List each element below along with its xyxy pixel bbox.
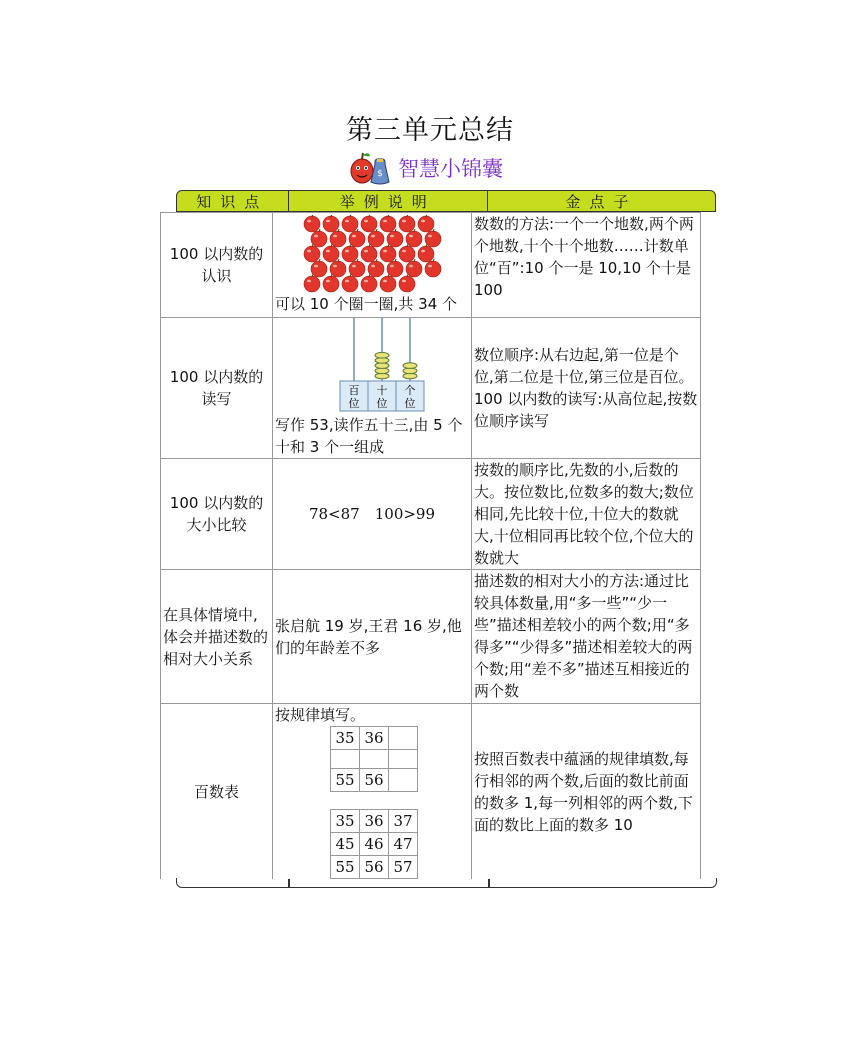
table-row — [161, 704, 701, 880]
table-row — [161, 213, 701, 318]
summary-table — [160, 212, 701, 879]
grid-cell: 47 — [389, 833, 418, 856]
hundred-grid-before — [330, 726, 418, 792]
grid-cell: 45 — [331, 833, 360, 856]
header-tips: 金点子 — [565, 192, 638, 211]
grid-cell: 55 — [331, 856, 360, 879]
abacus-label-tens: 十 — [376, 384, 388, 397]
example-text: 张启航 19 岁,王君 16 岁,他们的年龄差不多 — [275, 616, 462, 657]
svg-text:$: $ — [377, 169, 383, 179]
grid-cell: 46 — [360, 833, 389, 856]
table-row — [161, 459, 701, 570]
example-text: 按规律填写。 — [275, 706, 366, 724]
topic-cell — [161, 318, 273, 459]
grid-cell: 36 — [360, 727, 389, 750]
example-text: 写作 53,读作五十三,由 5 个十和 3 个一组成 — [275, 416, 463, 456]
grid-cell — [389, 750, 418, 769]
grid-cell: 55 — [331, 769, 360, 792]
grid-cell: 56 — [360, 769, 389, 792]
footer-divider — [488, 879, 490, 887]
abacus-label-ones-2: 位 — [404, 397, 416, 410]
apple-icon — [323, 215, 339, 232]
tip-cell — [472, 570, 701, 704]
example-cell — [273, 213, 472, 318]
abacus-illustration — [312, 318, 432, 414]
example-cell — [273, 318, 472, 459]
topic-text: 在具体情境中,体会并描述数的相对大小关系 — [163, 605, 269, 668]
subtitle-block — [348, 148, 503, 188]
apple-icon — [418, 215, 434, 232]
table-footer-bracket — [176, 878, 717, 888]
example-cell — [273, 570, 472, 704]
abacus-label-hundreds-2: 位 — [348, 397, 360, 410]
apple-and-bag-mascot-icon — [348, 150, 392, 186]
example-text: 78<87 100>99 — [308, 505, 436, 523]
abacus-bead — [375, 352, 389, 358]
tip-text: 按照百数表中蕴涵的规律填数,每行相邻的两个数,后面的数比前面的数多 1,每一列相邻的两个数,下面的数比上面的数多 10 — [474, 749, 693, 834]
apple-icon — [380, 215, 396, 232]
footer-divider — [288, 879, 290, 887]
topic-text: 百数表 — [193, 782, 239, 801]
page-title: 第三单元总结 — [346, 115, 514, 146]
grid-cell — [389, 727, 418, 750]
grid-cell: 37 — [389, 810, 418, 833]
topic-cell — [161, 459, 273, 570]
topic-text: 100 以内数的认识 — [169, 245, 264, 285]
grid-cell — [389, 769, 418, 792]
abacus-bead — [403, 363, 417, 369]
grid-cell: 57 — [389, 856, 418, 879]
tip-cell — [472, 459, 701, 570]
tip-text: 描述数的相对大小的方法:通过比较具体数量,用“多一些”“少一些”描述相差较小的两个数;用“多得多”“少得多”描述相差较大的两个数;用“差不多”描述互相接近的两个数 — [474, 572, 693, 700]
grid-cell: 56 — [360, 856, 389, 879]
topic-text: 100 以内数的读写 — [169, 368, 264, 408]
example-text: 可以 10 个圈一圈,共 34 个 — [275, 295, 458, 313]
tip-cell — [472, 318, 701, 459]
tip-text: 数位顺序:从右边起,第一位是个位,第二位是十位,第三位是百位。100 以内数的读写:从高位起,按数位顺序读写 — [474, 346, 698, 430]
apple-icon — [342, 215, 358, 232]
table-row — [161, 570, 701, 704]
topic-cell — [161, 704, 273, 880]
header-knowledge-point: 知识点 — [177, 191, 289, 211]
header-example: 举例说明 — [289, 191, 488, 211]
apples-illustration — [302, 215, 442, 293]
topic-cell — [161, 570, 273, 704]
table-header-bar — [176, 190, 716, 212]
tip-text: 数数的方法:一个一个地数,两个两个地数,十个十个地数……计数单位“百”:10 个一是 10,10 个十是 100 — [474, 215, 694, 299]
grid-cell: 35 — [331, 727, 360, 750]
apple-icon — [399, 215, 415, 232]
tip-cell — [472, 213, 701, 318]
abacus-label-ones: 个 — [404, 384, 416, 397]
tip-text: 按数的顺序比,先数的小,后数的大。按位数比,位数多的数大;数位相同,先比较十位,十位大的数就大,十位相同再比较个位,个位大的数就大 — [474, 461, 694, 567]
topic-text: 100 以内数的大小比较 — [169, 494, 264, 534]
apple-icon — [304, 215, 320, 232]
table-row — [161, 318, 701, 459]
apple-icon — [361, 215, 377, 232]
grid-cell: 35 — [331, 810, 360, 833]
example-cell — [273, 459, 472, 570]
example-cell — [273, 704, 472, 880]
abacus-label-tens-2: 位 — [376, 397, 388, 410]
subtitle-text: 智慧小锦囊 — [398, 157, 503, 181]
topic-cell — [161, 213, 273, 318]
hundred-grid-after — [330, 809, 418, 879]
grid-cell — [331, 750, 360, 769]
grid-cell: 36 — [360, 810, 389, 833]
tip-cell — [472, 704, 701, 880]
grid-cell — [360, 750, 389, 769]
abacus-label-hundreds: 百 — [348, 384, 360, 397]
